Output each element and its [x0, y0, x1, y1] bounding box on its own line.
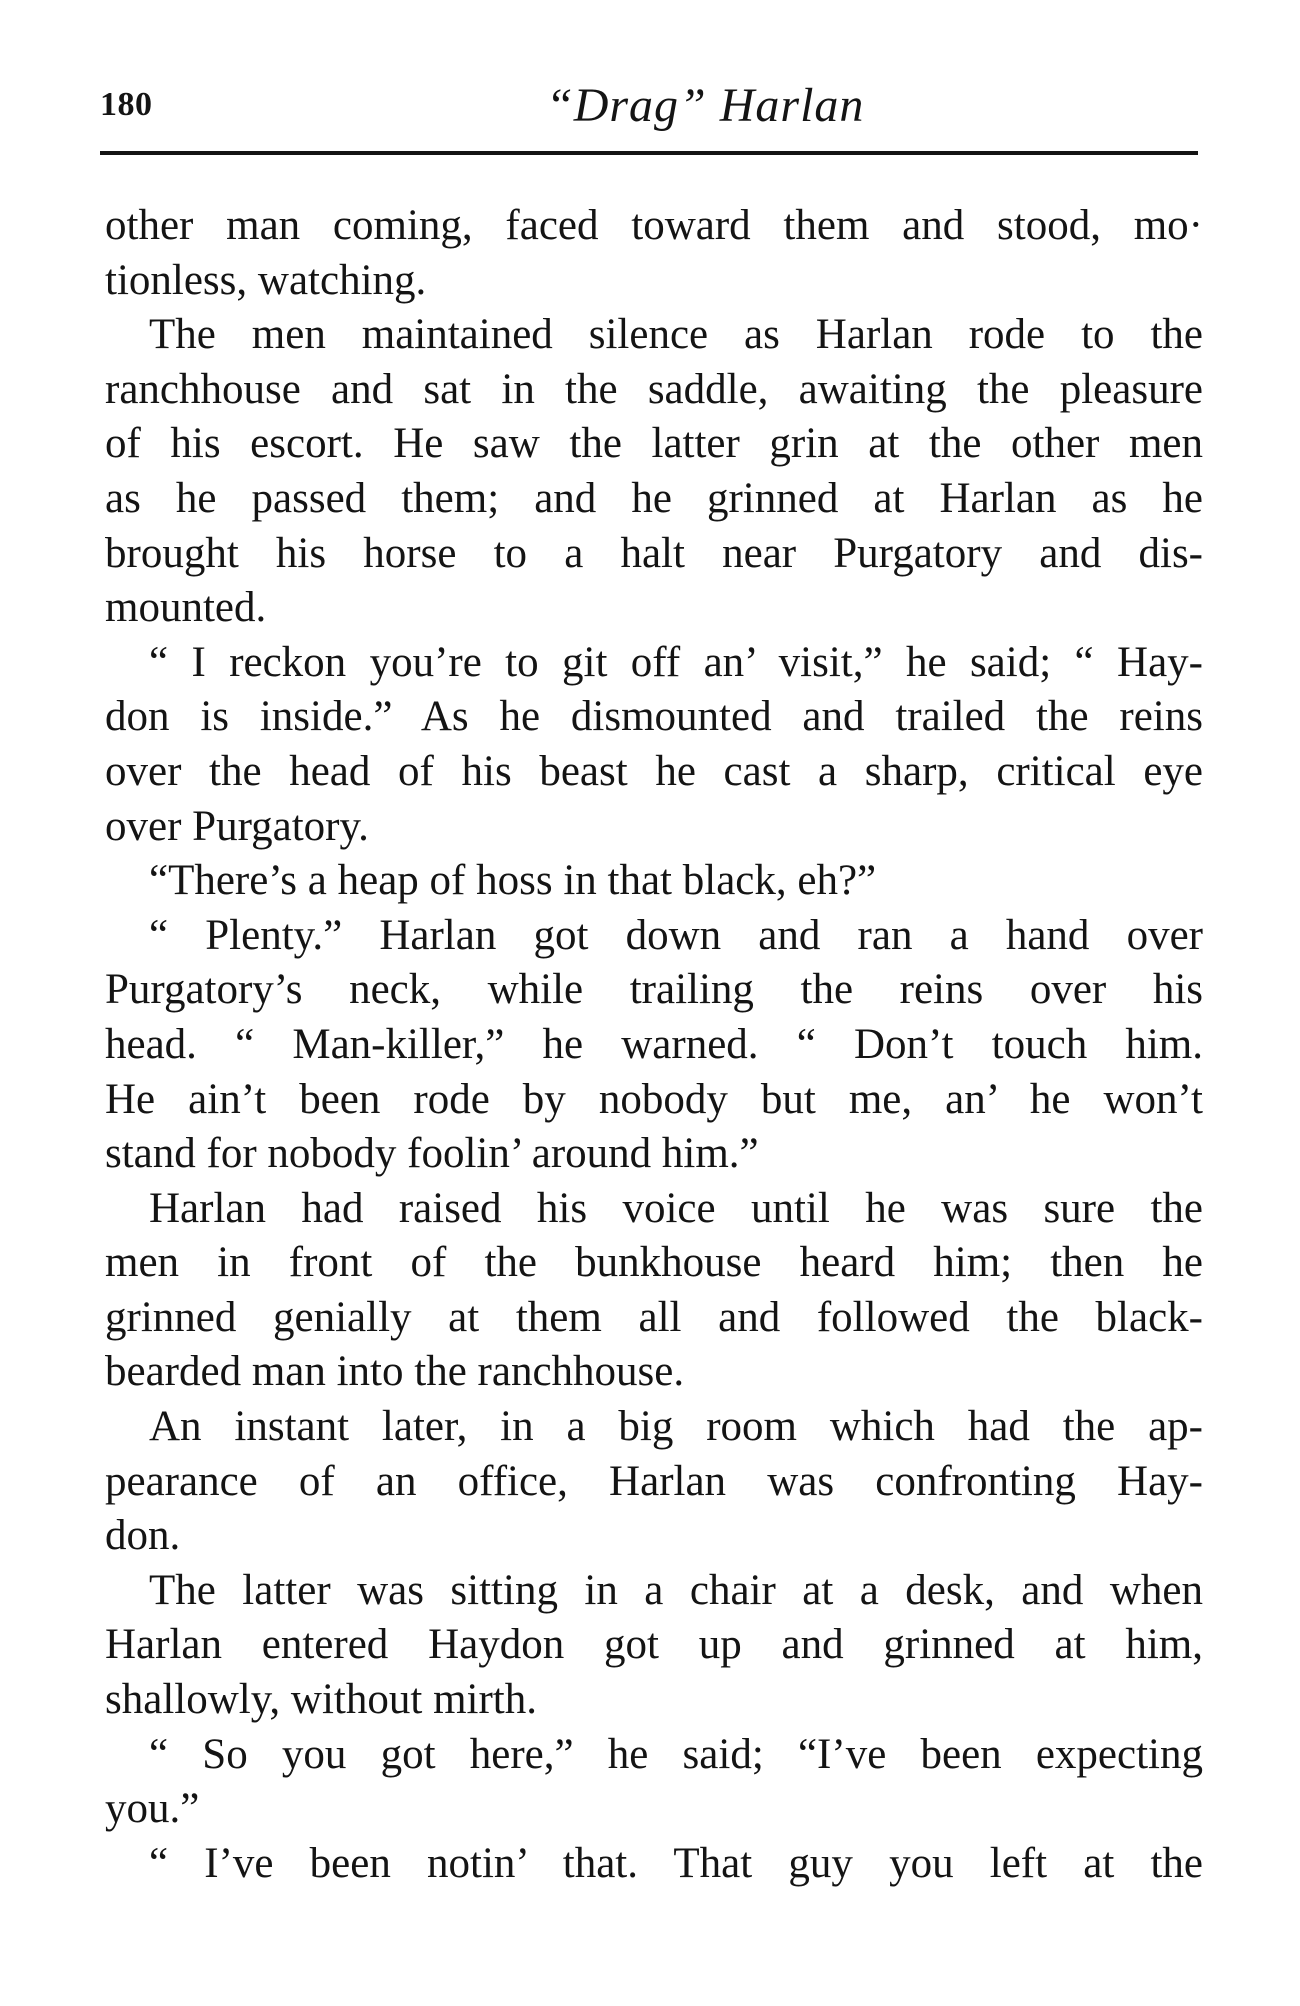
text-line: The latter was sitting in a chair at a desk, and when: [149, 1566, 1203, 1614]
running-title: “Drag” Harlan: [546, 79, 865, 132]
text-line: over Purgatory.: [105, 802, 369, 850]
text-line: don is inside.” As he dismounted and trailed the reins: [105, 693, 1203, 741]
text-line: “ So you got here,” he said; “I’ve been expecting: [149, 1730, 1203, 1778]
text-line: brought his horse to a halt near Purgatory and dis-: [105, 529, 1203, 577]
text-line: “ I’ve been notin’ that. That guy you left at the: [149, 1839, 1203, 1887]
text-line: as he passed them; and he grinned at Harlan as he: [105, 474, 1203, 522]
text-line: bearded man into the ranchhouse.: [105, 1348, 685, 1396]
text-line: An instant later, in a big room which had the ap-: [149, 1403, 1203, 1451]
text-line: you.”: [105, 1785, 200, 1833]
text-line: tionless, watching.: [105, 256, 427, 304]
text-line: head. “ Man-killer,” he warned. “ Don’t touch him.: [105, 1020, 1203, 1068]
text-line: ranchhouse and sat in the saddle, awaiting the pleasure: [105, 365, 1203, 413]
body-text: [105, 199, 1203, 1891]
page-number: 180: [100, 86, 153, 123]
running-header: [100, 78, 1198, 136]
text-line: grinned genially at them all and followed the black-: [105, 1293, 1203, 1341]
text-line: Harlan had raised his voice until he was sure the: [149, 1184, 1203, 1232]
text-line: stand for nobody foolin’ around him.”: [105, 1130, 759, 1178]
text-line: men in front of the bunkhouse heard him; then he: [105, 1239, 1203, 1287]
header-rule: [100, 151, 1198, 155]
text-line: other man coming, faced toward them and stood, mo·: [105, 202, 1203, 249]
text-line: pearance of an office, Harlan was confronting Hay-: [105, 1457, 1203, 1505]
text-line: of his escort. He saw the latter grin at the other men: [105, 420, 1203, 468]
text-line: mounted.: [105, 584, 267, 632]
text-line: over the head of his beast he cast a sharp, critical eye: [105, 747, 1203, 795]
text-line: He ain’t been rode by nobody but me, an’ he won’t: [105, 1075, 1203, 1123]
text-line: “There’s a heap of hoss in that black, eh?”: [149, 857, 877, 905]
text-line: shallowly, without mirth.: [105, 1676, 537, 1724]
text-line: “ I reckon you’re to git off an’ visit,” he said; “ Hay-: [149, 638, 1203, 686]
text-line: The men maintained silence as Harlan rode to the: [149, 311, 1203, 359]
text-line: “ Plenty.” Harlan got down and ran a hand over: [149, 911, 1203, 959]
text-line: Purgatory’s neck, while trailing the reins over his: [105, 966, 1203, 1014]
text-line: don.: [105, 1512, 181, 1560]
text-line: Harlan entered Haydon got up and grinned at him,: [105, 1621, 1203, 1669]
